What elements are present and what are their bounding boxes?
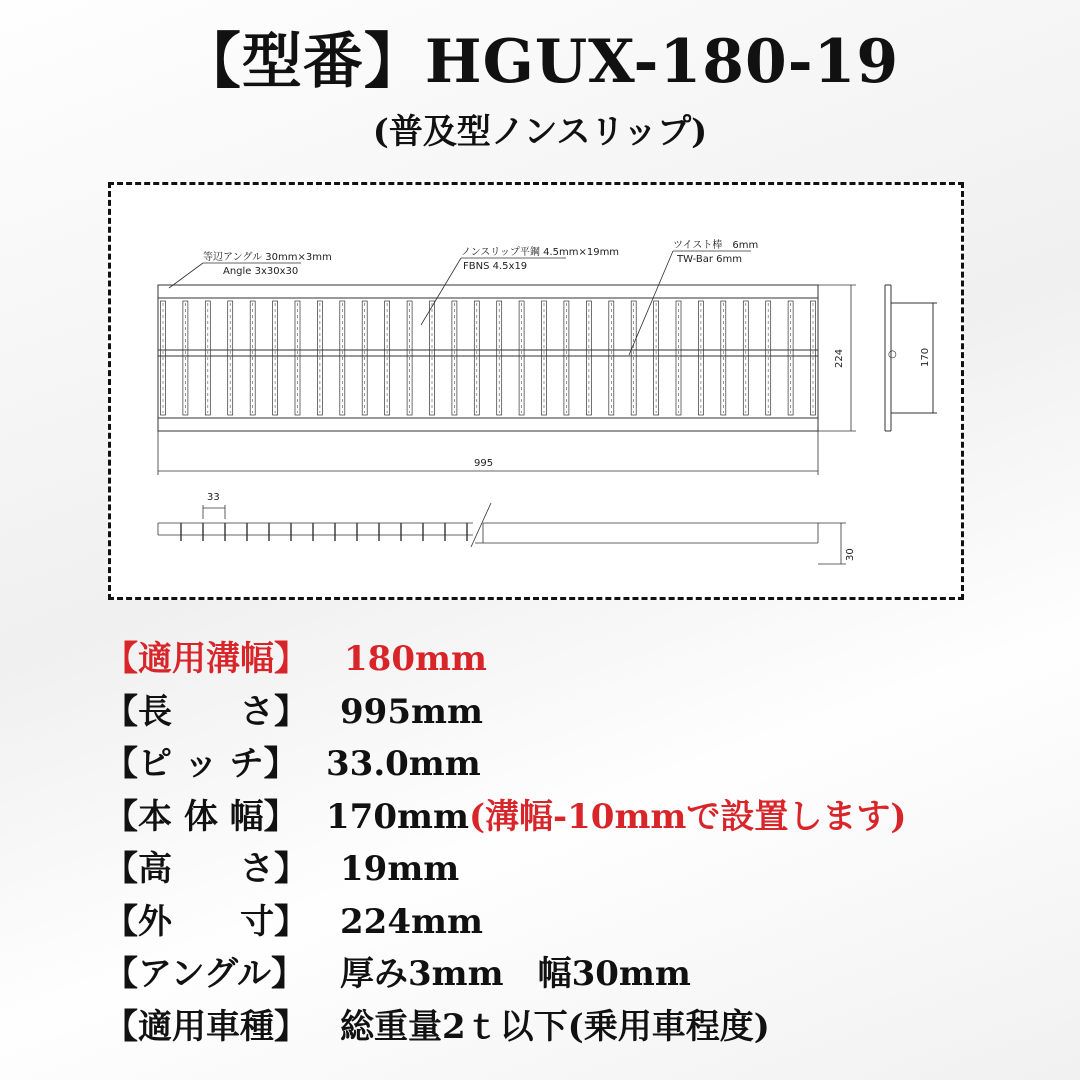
spec-label: 【長 さ】: [104, 691, 308, 732]
spec-value: [340, 899, 483, 945]
spec-value: [344, 636, 487, 682]
technical-drawing: [108, 182, 964, 600]
spec-value: [340, 951, 691, 997]
callout-twist-en: TW-Bar 6mm: [677, 254, 742, 265]
callout-fbns-en: FBNS 4.5x19: [463, 261, 528, 272]
spec-value: [340, 689, 483, 735]
spec-value-text: 995mm: [340, 691, 483, 732]
spec-label: 【適用車種】: [104, 1006, 308, 1047]
callout-angle-jp: 等辺アングル 30mm×3mm: [203, 252, 332, 263]
spec-value-text: 厚み3mm 幅30mm: [340, 954, 691, 994]
callout-angle-en: Angle 3x30x30: [223, 266, 299, 277]
elevation-bars: [181, 523, 467, 541]
page-title: 【型番】HGUX-180-19: [180, 27, 900, 97]
callout-fbns-jp: ノンスリップ平鋼 4.5mm×19mm: [461, 247, 620, 258]
dim-body-width: 170: [920, 347, 931, 367]
spec-value-text: 180mm: [344, 639, 487, 679]
spec-value-text: 170mm: [326, 796, 469, 837]
spec-value-text: 19mm: [340, 849, 460, 889]
spec-label: 【本 体 幅】: [104, 796, 298, 837]
spec-label: 【高 さ】: [104, 849, 308, 889]
elevation-view: [158, 503, 846, 564]
callout-twist-jp: ツイスト棒 6mm: [673, 240, 759, 251]
spec-value: [340, 1004, 770, 1050]
grating-plan: [158, 285, 818, 431]
dim-length: 995: [474, 458, 494, 469]
spec-label: 【適用溝幅】: [104, 639, 308, 679]
drawing-canvas: [111, 185, 961, 597]
spec-value: [326, 741, 481, 787]
bearing-bars: [161, 301, 816, 415]
page-subtitle: (普及型ノンスリップ): [372, 112, 708, 152]
dim-height: 30: [845, 548, 856, 561]
spec-value-text: 224mm: [340, 901, 483, 942]
spec-value: [340, 846, 459, 892]
spec-value: [326, 794, 907, 840]
spec-value-note: (溝幅-10mmで設置します): [468, 796, 907, 837]
dim-pitch: 33: [207, 492, 220, 503]
dim-symbol: ○: [888, 349, 897, 360]
spec-label: 【ピ ッ チ】: [104, 744, 298, 784]
spec-value-text: 33.0mm: [326, 744, 481, 784]
spec-value-text: 総重量2ｔ以下(乗用車程度): [340, 1006, 770, 1047]
dim-outer-width: 224: [834, 348, 845, 368]
spec-label: 【アングル】: [104, 954, 305, 994]
spec-label: 【外 寸】: [104, 901, 308, 942]
